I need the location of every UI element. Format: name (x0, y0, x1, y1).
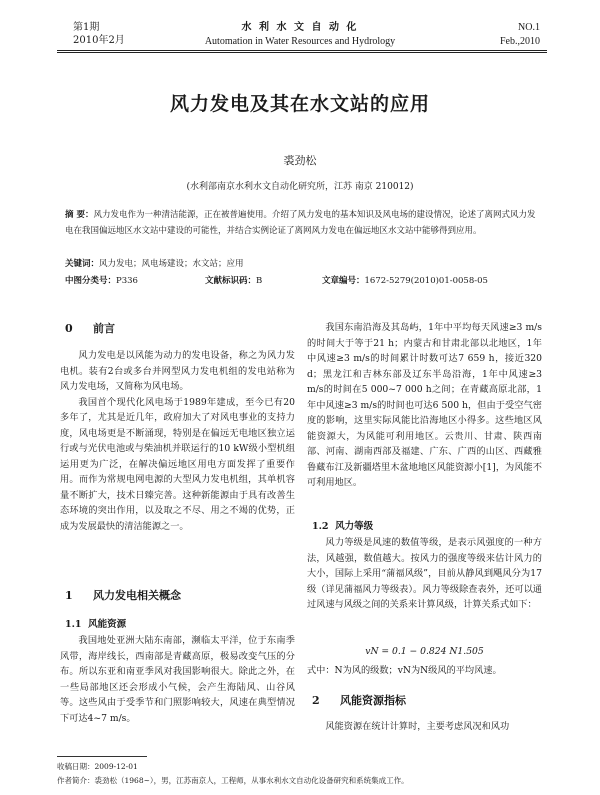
section-1-2-number: 1.2 (312, 521, 329, 532)
article-number (322, 274, 488, 286)
section-2-heading (312, 692, 406, 708)
keywords-label: 关键词： (65, 259, 100, 269)
section-2-number: 2 (312, 694, 320, 707)
header-date: 2010年2月 (73, 35, 125, 46)
paragraph: 风能资源在统计计算时，主要考虑风况和风功 (325, 721, 510, 732)
section-0-number: 0 (65, 322, 73, 335)
left-column-intro (60, 348, 295, 534)
right-column-grade (307, 535, 542, 613)
section-1-title: 风力发电相关概念 (93, 589, 181, 602)
section-1-2-heading (312, 518, 373, 532)
section-1-heading (65, 587, 181, 603)
abstract-label: 摘 要： (65, 210, 94, 220)
section-1-1-title: 风能资源 (88, 619, 127, 630)
section-1-2-title: 风力等级 (335, 521, 374, 532)
doc-label: 文献标识码： (205, 276, 257, 286)
header-rule-bottom (57, 52, 547, 53)
paragraph: 风力等级是风速的数值等级，是表示风强度的一种方法，风越强，数值越大。按风力的强度等级来估计风力的大小，国际上采用“蒲福风级”，目前从静风到飓风分为17级（详见蒲福风力等级表）。风力等级除查表外，还可以通过风速与风级之间的关系来计算风级，计算关系式如下： (307, 537, 542, 610)
abstract (65, 207, 540, 239)
author-name: 裘劲松 (283, 154, 317, 167)
clc-label: 中图分类号： (65, 276, 117, 286)
art-value: 1672-5279(2010)01-0058-05 (364, 276, 488, 286)
formula-note-text: 式中：N为风的级数；vN为N级风的平均风速。 (307, 665, 502, 676)
header-issue: 第1期 (73, 22, 100, 33)
keywords (65, 257, 244, 269)
formula: vN = 0.1 − 0.824 N1.505 (365, 646, 484, 657)
section-1-1-number: 1.1 (65, 619, 82, 630)
header-rule-top (57, 50, 547, 51)
header-month: Feb.,2010 (500, 36, 540, 47)
section-0-heading (65, 320, 115, 336)
paragraph: 我国东南沿海及其岛屿，1年中平均每天风速≥3 m/s的时间大于等于21 h；内蒙古和甘肃北部以北地区，1年中风速≥3 m/s的时间累计时数可达7 659 h，接近320 d；黑龙江和吉林东部及辽东半岛沿海，1年中风速≥3 m/s的时间在5 000~7 000 h之间；在青藏高原北部，1年中风速≥3 m/s的时间也可达6 500 h，但由于受空气密度的影响，这里实际风能比沿海地区小得多。这些地区风能资源大，为风能可利用地区。云贵川、甘肃、陕西南部、河南、湖南西部及福建、广东、广西的山区、西藏雅鲁藏布江及新疆塔里木盆地地区风能资源小[1]，为风能不可利用地区。 (307, 322, 542, 488)
paper-title: 风力发电及其在水文站的应用 (169, 93, 430, 115)
paragraph: 风力发电是以风能为动力的发电设备，称之为风力发电机。装有2台或多台并网型风力发电机组的发电站称为风力发电场，又简称为风电场。 (60, 350, 295, 392)
author-bio: 作者简介：裘劲松（1968~），男，江苏南京人，工程师，从事水利水文自动化设备研究和系统集成工作。 (57, 776, 409, 785)
section-1-1-heading (65, 616, 126, 630)
header-journal-cn: 水 利 水 文 自 动 化 (241, 22, 359, 33)
header-journal-en: Automation in Water Resources and Hydrology (204, 36, 396, 47)
section-2-title: 风能资源指标 (340, 694, 406, 707)
doc-value: B (256, 276, 263, 286)
header-no: NO.1 (518, 22, 540, 33)
clc-number (65, 274, 138, 286)
section-1-number: 1 (65, 589, 73, 602)
footnote-rule (57, 756, 147, 757)
section-0-title: 前言 (93, 322, 115, 335)
formula-note (307, 663, 542, 679)
received-date: 收稿日期：2009-12-01 (57, 762, 138, 771)
doc-code (205, 274, 262, 286)
right-column-top (307, 320, 542, 491)
abstract-text: 风力发电作为一种清洁能源，正在被普遍使用。介绍了风力发电的基本知识及风电场的建设情况，论述了离网式风力发电在我国偏远地区水文站中建设的可能性，并结合实例论证了离网风力发电在偏远地区水文站中能够得到应用。 (65, 210, 536, 236)
paragraph: 我国地处亚洲大陆东南部，濒临太平洋，位于东南季风带，海岸线长，西南部是青藏高原，极易改变气压的分布。所以东亚和南亚季风对我国影响很大。除此之外，在一些局部地区还会形成小气候，会产生海陆风、山谷风等。这些风由于受季节和门照影响较大，风速在典型情况下可达4~7 m/s。 (60, 635, 295, 724)
clc-value: P336 (116, 276, 138, 286)
affiliation: (水利部南京水利水文自动化研究所，江苏 南京 210012) (186, 182, 414, 192)
right-column-bottom (307, 719, 542, 735)
art-label: 文章编号： (322, 276, 365, 286)
paragraph: 我国首个现代化风电场于1989年建成，至今已有20多年了，尤其是近几年，政府加大了对风电事业的支持力度，风电场更是不断涌现，特别是在偏远无电地区独立运行或与光伏电池或与柴油机并联运行的10 kW级小型机组运用更为广泛，在解决偏远地区用电方面发挥了重要作用。而作为常规电网电源的大型风力发电机组，其单机容量不断扩大，技术日臻完善。这种新能源由于具有改善生态环境的突出作用，以及取之不尽、用之不竭的优势，正成为发展最快的清洁能源之一。 (60, 396, 295, 532)
keywords-text: 风力发电；风电场建设；水文站；应用 (99, 259, 244, 269)
